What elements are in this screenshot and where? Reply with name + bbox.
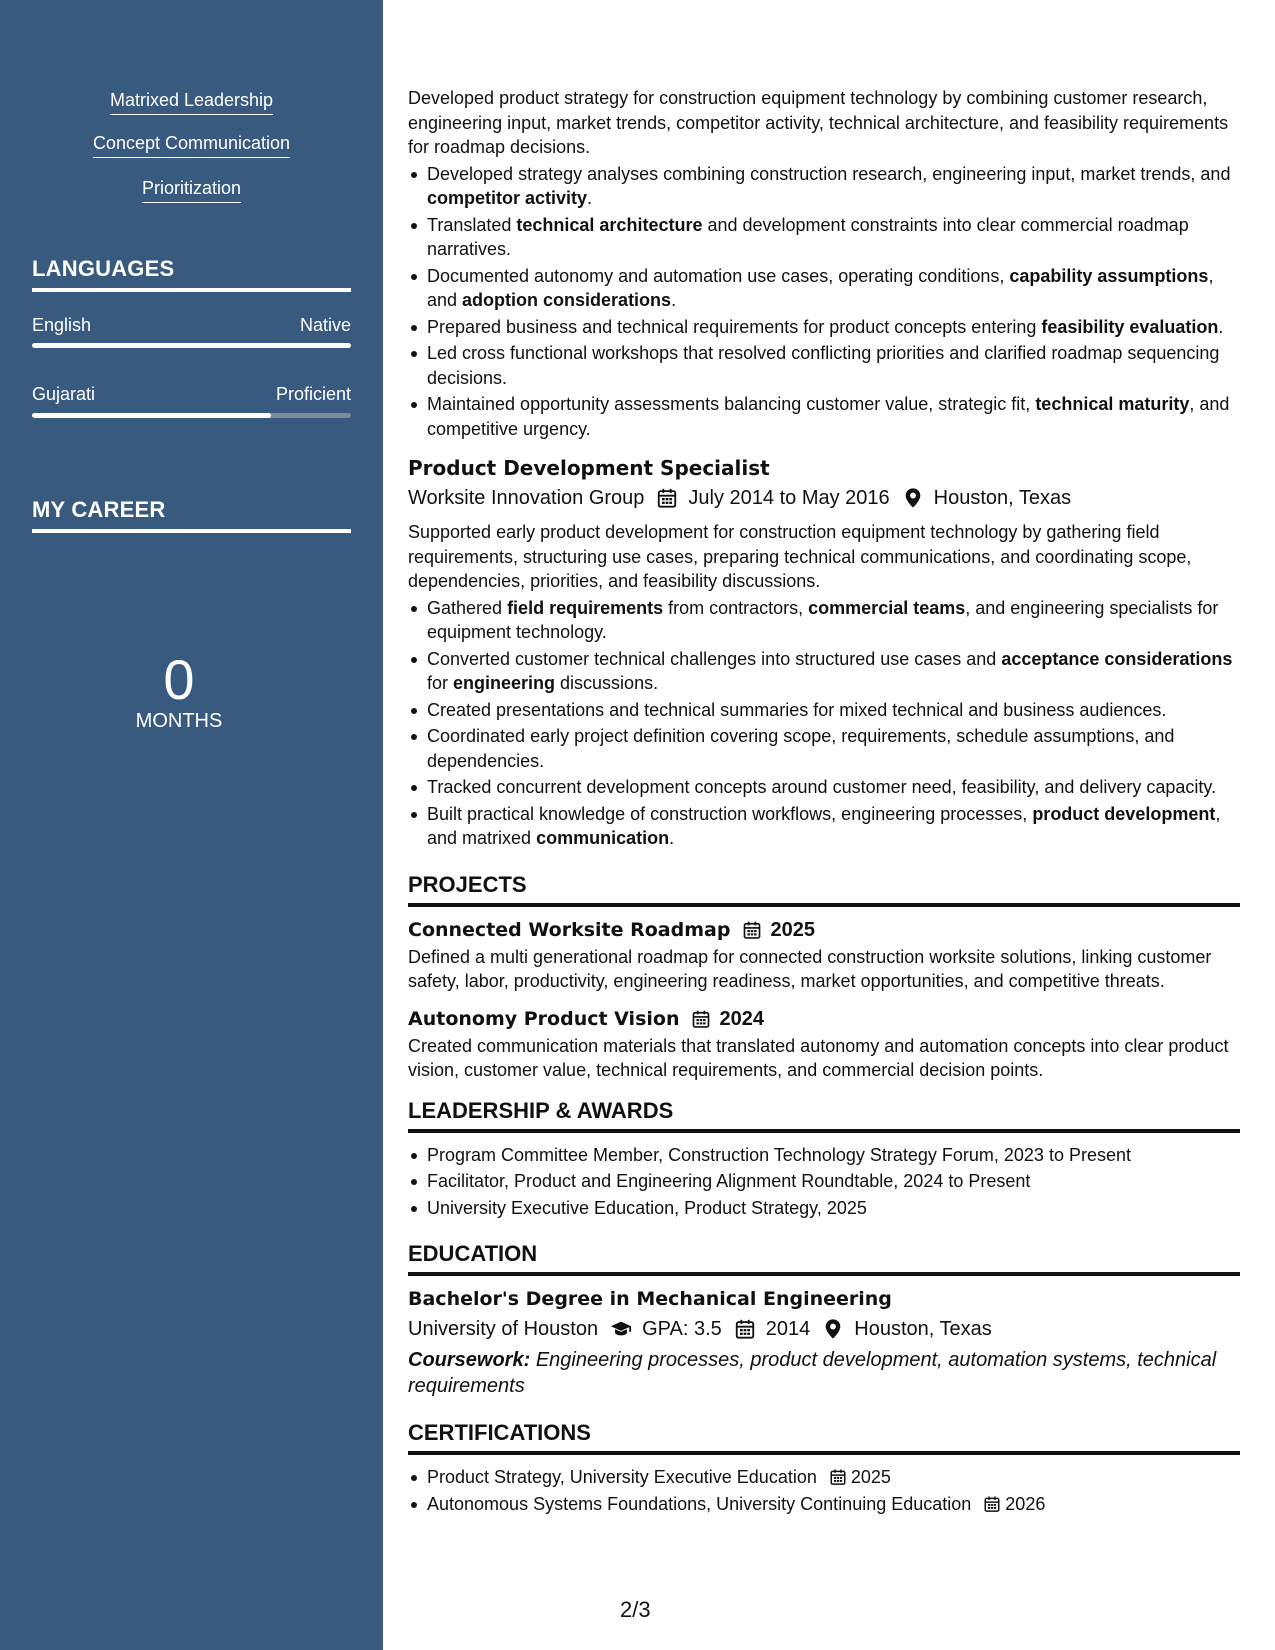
bullet-text: Coordinated early project definition covering scope, requirements, schedule assumptions, and dependencies. — [427, 726, 1175, 771]
language-level: Proficient — [275, 384, 351, 404]
skill-label: Matrixed Leadership — [110, 88, 273, 115]
skill-link-concept-communication[interactable] — [0, 131, 383, 158]
calendar-icon — [983, 1495, 1001, 1513]
calendar-icon — [691, 1009, 711, 1029]
project-title-row — [408, 917, 1240, 943]
bullet-text: Led cross functional workshops that resolved conflicting priorities and clarified roadmap sequencing decisions. — [427, 343, 1220, 388]
job-meta — [408, 484, 1240, 512]
list-item — [408, 1492, 1240, 1517]
list-item — [408, 213, 1240, 262]
language-bar-fill — [32, 343, 351, 348]
bullet-text: Converted customer technical challenges into structured use cases and — [427, 648, 1002, 669]
sidebar — [0, 0, 383, 1650]
list-item — [408, 1465, 1240, 1490]
languages-heading: LANGUAGES — [32, 256, 351, 292]
main-content — [408, 86, 1240, 1518]
bullet-text: Maintained opportunity assessments balancing customer value, strategic fit, — [427, 394, 1036, 414]
list-item — [408, 162, 1240, 211]
career-value: 0 — [163, 648, 195, 711]
calendar-icon — [734, 1318, 756, 1340]
calendar-icon — [656, 487, 678, 509]
bullet-text: , and competitive urgency. — [427, 394, 1230, 439]
job2-bullets — [408, 596, 1240, 851]
language-bar-english — [32, 343, 351, 348]
list-item: University Executive Education, Product Strategy, 2025 — [408, 1196, 1240, 1221]
project-description: Defined a multi generational roadmap for connected construction worksite solutions, linking customer safety, labor, productivity, engineering readiness, market opportunities, and competitive threats. — [408, 946, 1212, 991]
job-location: Houston, Texas — [933, 487, 1072, 509]
bullet-text: from contractors, — [663, 597, 809, 618]
list-item — [408, 647, 1240, 696]
bullet-text: Gathered — [427, 597, 508, 618]
language-name: Gujarati — [32, 384, 96, 404]
list-item — [408, 392, 1240, 441]
bullet-text: Developed strategy analyses combining construction research, engineering input, market trends, and — [427, 163, 1231, 184]
job1-bullets — [408, 162, 1240, 442]
leadership-heading: LEADERSHIP & AWARDS — [408, 1097, 1240, 1133]
job-summary: Developed product strategy for construction equipment technology by combining customer research, engineering input, market trends, competitor activity, technical architecture, and feasibility requirements for roadmap decisions. — [408, 88, 1229, 157]
graduation-cap-icon — [610, 1318, 632, 1340]
school-name: University of Houston — [408, 1318, 599, 1340]
leadership-list — [408, 1143, 1240, 1221]
language-level: Native — [299, 315, 351, 335]
projects-heading: PROJECTS — [408, 871, 1240, 907]
coursework — [408, 1347, 1240, 1399]
calendar-icon — [829, 1468, 847, 1486]
bold-keyword: communication — [536, 828, 670, 848]
graduation-year: 2014 — [765, 1318, 811, 1340]
list-item — [408, 341, 1240, 390]
list-item: Facilitator, Product and Engineering Alignment Roundtable, 2024 to Present — [408, 1169, 1240, 1194]
location-pin-icon — [822, 1318, 844, 1340]
skill-label: Concept Communication — [93, 131, 290, 158]
coursework-label: Coursework: — [408, 1349, 531, 1371]
bullet-text: for — [427, 673, 454, 693]
coursework-text: Engineering processes, product development, automation systems, technical requirements — [408, 1349, 1217, 1397]
language-row-english — [32, 314, 351, 336]
skill-link-prioritization[interactable] — [0, 176, 383, 203]
certifications-list — [408, 1465, 1240, 1516]
project-title: Connected Worksite Roadmap — [408, 918, 731, 941]
bullet-text: , and matrixed — [427, 803, 1221, 848]
school-location: Houston, Texas — [854, 1318, 992, 1340]
list-item — [408, 724, 1240, 773]
bullet-text: . — [587, 188, 593, 208]
page-number: 2/3 — [620, 1597, 651, 1622]
education-meta — [408, 1315, 1240, 1343]
list-item — [408, 264, 1240, 313]
bold-keyword: acceptance considerations — [1001, 648, 1233, 669]
bullet-text: Documented autonomy and automation use cases, operating conditions, — [427, 265, 1010, 286]
bold-keyword: commercial teams — [808, 597, 966, 618]
bullet-text: Created presentations and technical summaries for mixed technical and business audiences. — [427, 699, 1167, 720]
project-year: 2025 — [770, 918, 815, 941]
project-title: Autonomy Product Vision — [408, 1007, 680, 1030]
education-heading: EDUCATION — [408, 1240, 1240, 1276]
bullet-text: Built practical knowledge of construction workflows, engineering processes, — [427, 803, 1033, 824]
project-title-row — [408, 1006, 1240, 1032]
bold-keyword: adoption considerations — [462, 290, 672, 310]
list-item: Program Committee Member, Construction Technology Strategy Forum, 2023 to Present — [408, 1143, 1240, 1168]
skill-label: Prioritization — [142, 176, 241, 203]
bold-keyword: technical maturity — [1035, 394, 1190, 414]
certification-name: Autonomous Systems Foundations, University Continuing Education — [427, 1493, 972, 1514]
location-pin-icon — [902, 487, 924, 509]
language-bar-gujarati — [32, 413, 351, 418]
bullet-text: and development constraints into clear commercial roadmap narratives. — [427, 214, 1189, 259]
skill-link-matrixed-leadership[interactable] — [0, 88, 383, 115]
degree-title: Bachelor's Degree in Mechanical Engineering — [408, 1288, 892, 1310]
bold-keyword: engineering — [453, 673, 556, 693]
bullet-text: . — [1218, 316, 1224, 337]
bullet-text: , and — [427, 265, 1214, 310]
bold-keyword: technical architecture — [516, 214, 703, 235]
bold-keyword: product development — [1032, 803, 1216, 824]
bullet-text: discussions. — [555, 673, 659, 693]
bullet-text: Prepared business and technical requirements for product concepts entering — [427, 316, 1042, 337]
project-year: 2024 — [719, 1007, 764, 1030]
gpa: GPA: 3.5 — [642, 1318, 722, 1340]
certifications-heading: CERTIFICATIONS — [408, 1419, 1240, 1455]
job-summary: Supported early product development for construction equipment technology by gathering field requirements, structuring use cases, preparing technical communications, and coordinating scope, dependencies, priorities, and feasibility discussions. — [408, 522, 1192, 591]
language-name: English — [32, 315, 92, 335]
bullet-text: . — [671, 290, 677, 310]
job-dates: July 2014 to May 2016 — [688, 487, 890, 509]
bold-keyword: feasibility evaluation — [1041, 316, 1219, 337]
list-item — [408, 596, 1240, 645]
list-item — [408, 698, 1240, 723]
bullet-text: Tracked concurrent development concepts around customer need, feasibility, and delivery capacity. — [427, 777, 1217, 797]
certification — [427, 1465, 1240, 1490]
calendar-icon — [742, 920, 762, 940]
certification-year: 2026 — [1005, 1493, 1046, 1514]
company-name: Worksite Innovation Group — [408, 487, 645, 509]
career-unit: MONTHS — [135, 710, 223, 732]
certification-year: 2025 — [850, 1467, 891, 1487]
project-description: Created communication materials that translated autonomy and automation concepts into clear product vision, customer value, technical requirements, and commercial decision points. — [408, 1035, 1229, 1080]
job-title: Product Development Specialist — [408, 456, 770, 480]
bold-keyword: competitor activity — [427, 188, 588, 208]
list-item — [408, 315, 1240, 340]
bullet-text: , and engineering specialists for equipment technology. — [427, 597, 1219, 642]
list-item — [408, 775, 1240, 800]
bullet-text: . — [669, 828, 675, 848]
certification — [427, 1492, 1240, 1517]
bold-keyword: capability assumptions — [1009, 265, 1209, 286]
certification-name: Product Strategy, University Executive Education — [427, 1467, 817, 1487]
bullet-text: Translated — [427, 214, 517, 235]
bold-keyword: field requirements — [507, 597, 664, 618]
language-row-gujarati — [32, 383, 351, 405]
career-heading: MY CAREER — [32, 497, 351, 533]
list-item — [408, 802, 1240, 851]
language-bar-fill — [32, 413, 271, 418]
